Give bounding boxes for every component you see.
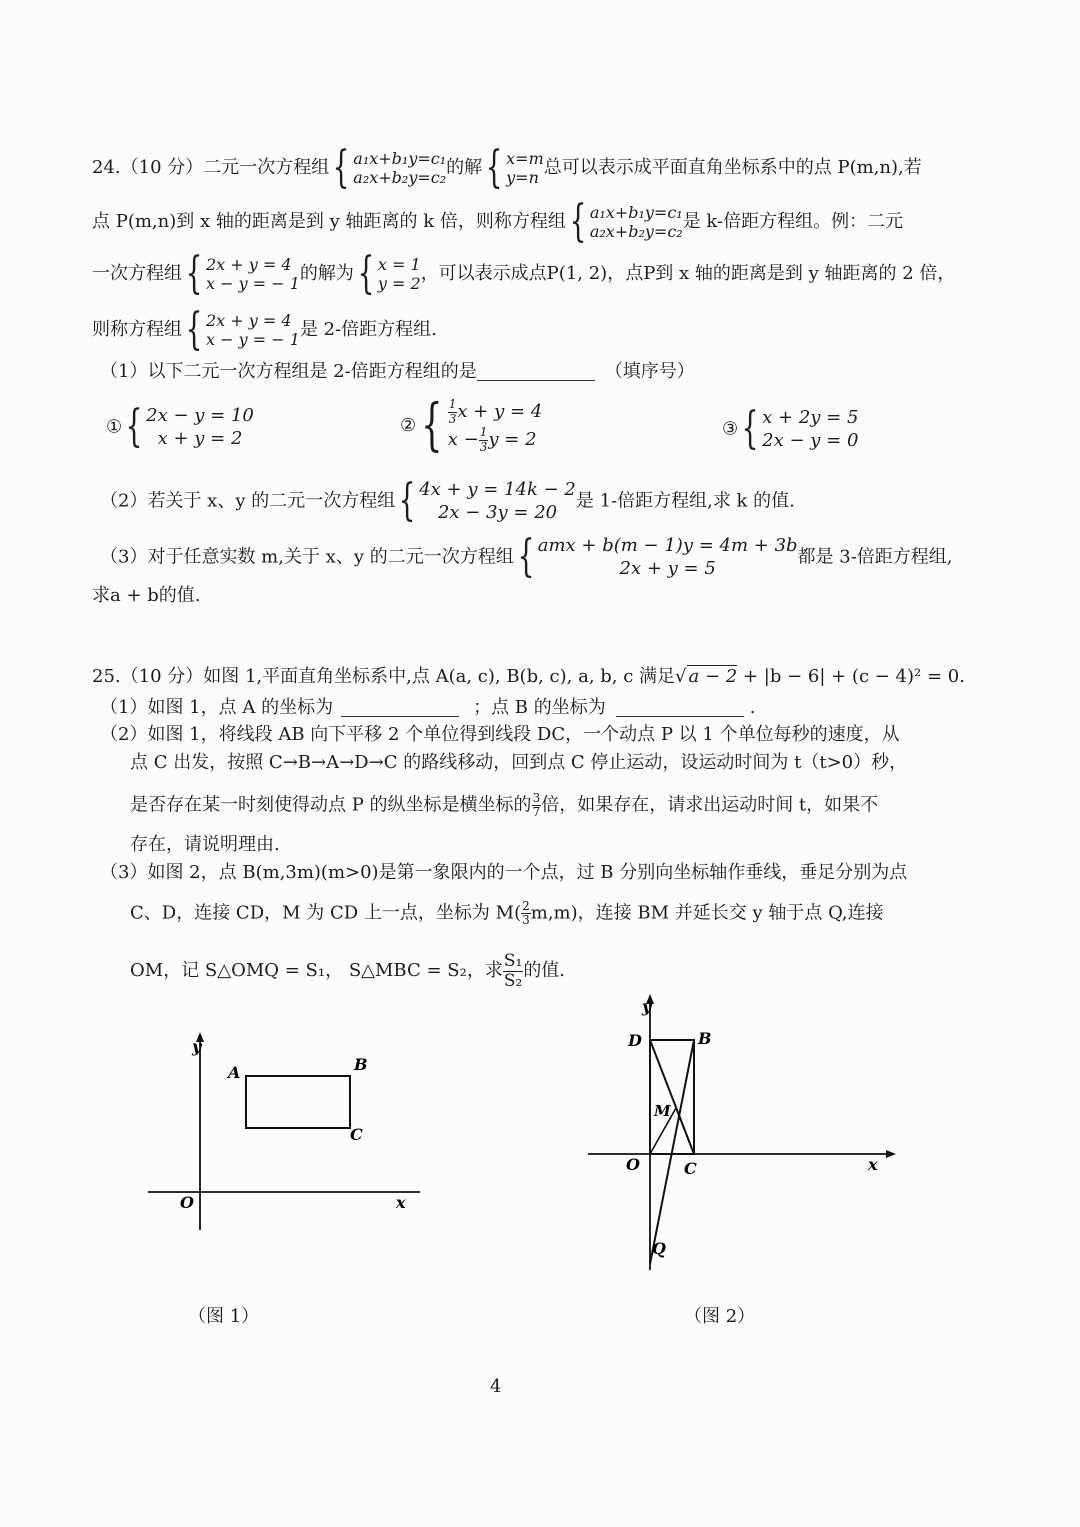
q24-text: ，可以表示成点P(1, 2)，点P到 x 轴的距离是到 y 轴距离的 2 倍， — [420, 263, 956, 284]
example-sol-y: y = 2 — [377, 274, 421, 293]
fig1-label-b: B — [354, 1055, 368, 1074]
fig2-x-arrow — [886, 1150, 896, 1158]
example-solution: { x = 1 y = 2 — [357, 248, 421, 299]
q25-part-1 — [100, 698, 755, 717]
sqrt-expression: a − 2 — [688, 666, 738, 687]
option-3-eq-2: 2x − y = 0 — [762, 430, 859, 452]
example-eq-2: x − y = − 1 — [206, 274, 300, 293]
example-system-2: { 2x + y = 4 x − y = − 1 — [185, 304, 300, 355]
part-1-text: （1）以下二元一次方程组是 2-倍距方程组的是 — [100, 361, 477, 382]
q25-p3-l1: （3）如图 2，点 B(m,3m)(m>0)是第一象限内的一个点，过 B 分别向坐标轴作垂线，垂足分别为点 — [100, 862, 908, 883]
part-3-eq-1: amx + b(m − 1)y = 4m + 3b — [537, 535, 798, 556]
q24-line-1 — [92, 142, 922, 193]
solution-x: x=m — [506, 148, 544, 168]
fig1-label-o: O — [180, 1193, 194, 1212]
part-3-eq-2: 2x + y = 5 — [619, 558, 716, 580]
option-2-label: ② — [400, 415, 417, 436]
fig1-label-c: C — [350, 1125, 363, 1144]
q24-part-3: （3）对于任意实数 m,关于 x、y 的二元一次方程组 { amx + b(m − 1)y = 4m + 3b 2x + y = 5 都是 3-倍距方程组, — [100, 531, 953, 583]
q25-p3-l2-a: C、D，连接 CD，M 为 CD 上一点，坐标为 M( — [130, 902, 522, 924]
part-3-tail: 都是 3-倍距方程组, — [797, 546, 953, 568]
q24-text: 总可以表示成平面直角坐标系中的点 P(m,n),若 — [543, 157, 922, 178]
part-3-text: （3）对于任意实数 m,关于 x、y 的二元一次方程组 — [100, 546, 514, 568]
example-eq-2: x − y = − 1 — [206, 330, 300, 349]
q24-text: 点 P(m,n)到 x 轴的距离是到 y 轴距离的 k 倍，则称方程组 — [92, 211, 566, 232]
option-2-eq-1: x + y = 4 — [457, 401, 543, 423]
ratio-denominator: S₂ — [503, 970, 523, 991]
q24-text: 的解为 — [299, 263, 354, 284]
q25-p2-l1: （2）如图 1，将线段 AB 向下平移 2 个单位得到线段 DC，一个动点 P 以 1 个单位每秒的速度，从 — [100, 724, 900, 745]
general-eq-2: a₂x+b₂y=c₂ — [589, 222, 683, 241]
fig2-segment-bq — [650, 1040, 694, 1264]
option-3-label: ③ — [722, 418, 739, 440]
ratio-numerator: S₁ — [503, 951, 523, 971]
q25-p3-l3-a: OM，记 S△OMQ = S₁， S△MBC = S₂，求 — [130, 960, 503, 982]
option-1: ① { 2x − y = 10 x + y = 2 — [106, 401, 254, 453]
q24-text: 的解 — [446, 157, 483, 178]
q25-part-2-l2 — [130, 754, 907, 772]
part-1-tail: （填序号） — [604, 361, 695, 382]
fraction-numerator: 1 — [448, 397, 457, 412]
option-3: ③ { x + 2y = 5 2x − y = 0 — [722, 403, 859, 455]
point-a-blank[interactable] — [341, 698, 459, 717]
q24-number: 24. — [92, 157, 121, 178]
part-2-tail: 是 1-倍距方程组,求 k 的值. — [575, 490, 795, 512]
q25-part-2-l3 — [130, 792, 878, 819]
q24-line-3 — [92, 248, 956, 299]
option-1-label: ① — [106, 416, 123, 438]
fig1-rectangle — [246, 1076, 350, 1128]
q25-p1-b: ；点 B 的坐标为 — [473, 697, 606, 718]
fig2-label-d: D — [628, 1031, 642, 1050]
fig1-label-a: A — [228, 1063, 241, 1082]
general-solution: { x=m y=n — [485, 142, 544, 193]
figure-2 — [584, 990, 904, 1280]
fraction-denominator: 3 — [522, 913, 530, 928]
q25-p2-l4: 存在，请说明理由. — [130, 834, 280, 855]
q25-part-2-l4 — [130, 836, 280, 854]
q25-p1-c: . — [749, 697, 756, 718]
general-eq-2: a₂x+b₂y=c₂ — [353, 168, 447, 187]
figure-1 — [140, 1030, 440, 1230]
example-sol-x: x = 1 — [377, 254, 421, 274]
fraction-denominator: 7 — [532, 805, 541, 820]
answer-blank[interactable] — [477, 362, 595, 381]
fig2-label-y: y — [642, 997, 652, 1016]
fraction-numerator: 1 — [479, 425, 488, 440]
q24-part-3-line-2 — [92, 587, 201, 605]
figure-1-caption: （图 1） — [188, 1306, 260, 1327]
fig2-label-x: x — [868, 1155, 878, 1174]
fig2-label-c: C — [684, 1159, 697, 1178]
figure-2-caption: （图 2） — [684, 1306, 756, 1327]
q25-p3-l3-b: 的值. — [523, 960, 566, 982]
solution-y: y=n — [506, 168, 539, 187]
q25-text: + |b − 6| + (c − 4)² = 0. — [737, 666, 965, 687]
fraction-denominator: 3 — [479, 439, 488, 454]
example-system: { 2x + y = 4 x − y = − 1 — [185, 248, 300, 299]
q25-p2-l2: 点 C 出发，按照 C→B→A→D→C 的路线移动，回到点 C 停止运动，设运动时间为 t（t>0）秒， — [130, 752, 908, 773]
q25-part-3-l1 — [100, 864, 907, 882]
general-eq-1: a₁x+b₁y=c₁ — [589, 202, 683, 222]
example-eq-1: 2x + y = 4 — [206, 254, 292, 274]
part-2-eq-2: 2x − 3y = 20 — [437, 502, 558, 524]
point-b-blank[interactable] — [616, 698, 744, 717]
q25-part-2-l1 — [100, 726, 900, 744]
q25-p1-a: （1）如图 1，点 A 的坐标为 — [100, 697, 334, 718]
fig2-label-o: O — [626, 1155, 640, 1174]
q24-part-1 — [100, 362, 695, 381]
general-eq-1: a₁x+b₁y=c₁ — [353, 148, 447, 168]
part-3-ask: 求a + b的值. — [92, 585, 201, 606]
fig2-label-m: M — [654, 1102, 671, 1120]
q24-line-2 — [92, 196, 904, 247]
q25-p2-l3-a: 是否存在某一时刻使得动点 P 的纵坐标是横坐标的 — [130, 794, 532, 816]
option-2-eq-2a: x − — [447, 429, 479, 450]
general-system: { a₁x+b₁y=c₁ a₂x+b₂y=c₂ — [332, 142, 447, 193]
option-2-eq-2b: y = 2 — [488, 429, 537, 450]
fig2-segment-mc — [676, 1108, 694, 1154]
part-2-eq-1: 4x + y = 14k − 2 — [419, 479, 576, 500]
fig2-label-q: Q — [652, 1239, 666, 1258]
q24-text: 二元一次方程组 — [203, 157, 330, 178]
q25-line-1: 25.（10 分）如图 1,平面直角坐标系中,点 A(a, c), B(b, c), a, b, c 满足√ a − 2 + |b − 6| + (c − 4)² = 0. — [92, 666, 965, 687]
q24-text: 一次方程组 — [92, 263, 182, 284]
q24-part-2: （2）若关于 x、y 的二元一次方程组 { 4x + y = 14k − 2 2x − 3y = 20 是 1-倍距方程组,求 k 的值. — [100, 475, 795, 527]
q25-text: 25.（10 分）如图 1,平面直角坐标系中,点 A(a, c), B(b, c), a, b, c 满足 — [92, 666, 676, 687]
fig1-label-y: y — [192, 1037, 202, 1056]
q25-p3-l2-b: m,m)，连接 BM 并延长交 y 轴于点 Q,连接 — [530, 902, 884, 924]
option-2: ② { $\frac{1}{3}$ x + y = 4 x − $\frac{1}{3}$ y = 2 — [400, 393, 543, 458]
fraction-denominator: 3 — [448, 411, 457, 426]
option-1-eq-2: x + y = 2 — [157, 428, 243, 450]
q25-part-3-l3 — [130, 952, 565, 990]
q24-line-4 — [92, 304, 437, 355]
q24-score: （10 分） — [120, 157, 204, 178]
fig2-label-b: B — [698, 1029, 712, 1048]
q24-text: 则称方程组 — [92, 319, 182, 340]
q25-part-3-l2 — [130, 900, 884, 927]
fraction-numerator: 2 — [522, 899, 530, 913]
q24-text: 是 k-倍距方程组。例：二元 — [682, 211, 904, 232]
option-3-eq-1: x + 2y = 5 — [762, 407, 859, 428]
q24-text: 是 2-倍距方程组. — [299, 319, 437, 340]
example-eq-1: 2x + y = 4 — [206, 310, 292, 330]
fig1-label-x: x — [396, 1193, 406, 1212]
q25-p2-l3-b: 倍，如果存在，请求出运动时间 t，如果不 — [541, 794, 879, 816]
page-number: 4 — [490, 1376, 502, 1397]
fraction-numerator: 3 — [532, 791, 541, 805]
option-1-eq-1: 2x − y = 10 — [146, 405, 254, 426]
part-2-text: （2）若关于 x、y 的二元一次方程组 — [100, 490, 396, 512]
general-system-2: { a₁x+b₁y=c₁ a₂x+b₂y=c₂ — [569, 196, 683, 247]
